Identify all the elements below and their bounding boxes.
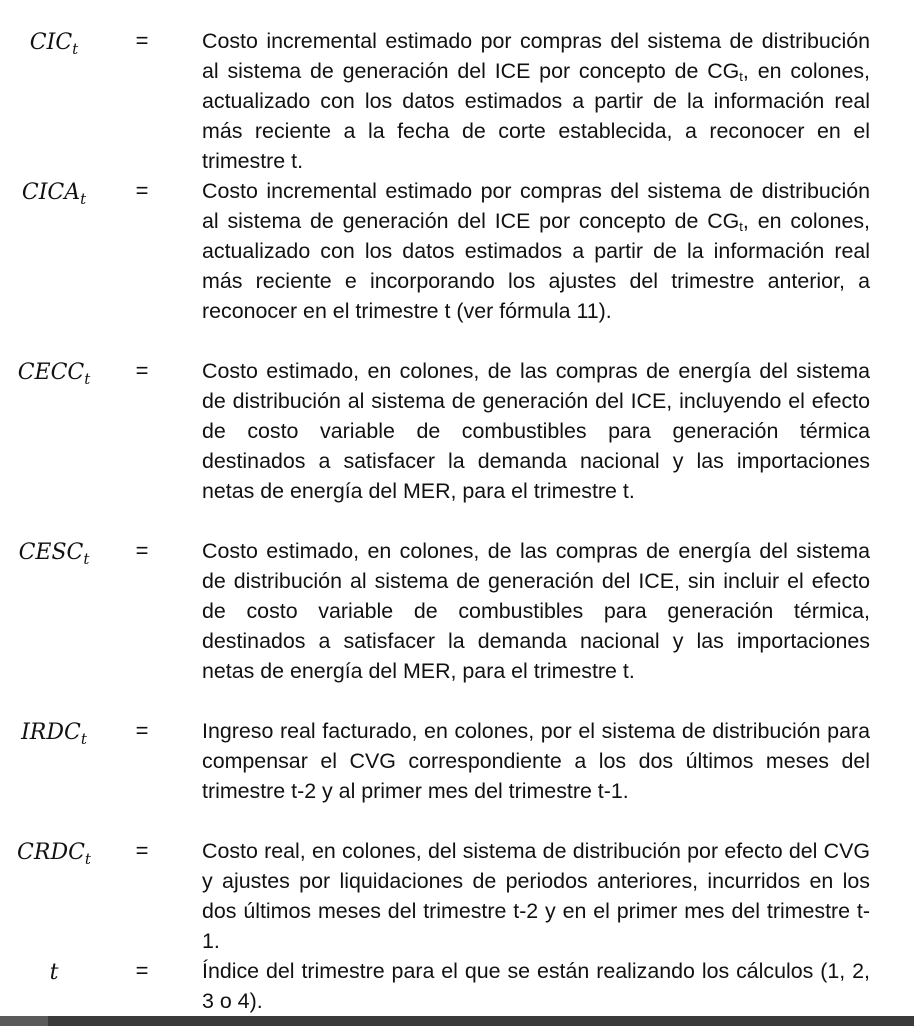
definition-text: Costo estimado, en colones, de las compras de energía del sistema de distribución al sistema de generación del ICE, sin incluir el efecto de costo variable de combustibles para generación térmica, destinados a satisfacer la demanda nacional y las importaciones netas de energía del MER, para el trimestre t. — [202, 539, 870, 683]
equals-sign: = — [135, 718, 149, 743]
equals-sign: = — [135, 178, 149, 203]
equals-sign: = — [135, 28, 149, 53]
definition-symbol: $CICA_t$ — [21, 180, 87, 208]
equals-sign: = — [135, 838, 149, 863]
definition-symbol: $CIC_t$ — [29, 30, 79, 58]
bottom-strip-segment — [0, 1016, 48, 1026]
definition-text: Índice del trimestre para el que se están realizando los cálculos (1, 2, 3 o 4). — [202, 959, 870, 1013]
definition-text: Costo real, en colones, del sistema de distribución por efecto del CVG y ajustes por liquidaciones de periodos anteriores, incurridos en los dos últimos meses del trimestre t-2 y en el primer mes del trimestre t-1. — [202, 839, 870, 953]
definition-symbol: $IRDC_t$ — [21, 720, 87, 748]
equals-sign: = — [135, 958, 149, 983]
definition-text: Costo incremental estimado por compras del sistema de distribución al sistema de generación del ICE por concepto de $CG_t$, en colones, actualizado con los datos estimados a partir de la información real más reciente a la fecha de corte establecida, a reconocer en el trimestre t. — [202, 29, 870, 173]
equals-sign: = — [135, 358, 149, 383]
definition-symbol: t — [49, 960, 59, 985]
definition-symbol: $CECC_t$ — [17, 360, 91, 388]
definition-text: Costo incremental estimado por compras del sistema de distribución al sistema de generación del ICE por concepto de $CG_t$, en colones, actualizado con los datos estimados a partir de la información real más reciente e incorporando los ajustes del trimestre anterior, a reconocer en el trimestre t (ver fórmula 11). — [202, 179, 870, 323]
definition-symbol: $CESC_t$ — [18, 540, 90, 568]
definition-text: Ingreso real facturado, en colones, por el sistema de distribución para compensar el CVG correspondiente a los dos últimos meses del trimestre t-2 y al primer mes del trimestre t-1. — [202, 719, 870, 803]
bottom-scrollbar-strip — [0, 1016, 914, 1026]
definition-text: Costo estimado, en colones, de las compras de energía del sistema de distribución al sistema de generación del ICE, incluyendo el efecto de costo variable de combustibles para generación térmica destinados a satisfacer la demanda nacional y las importaciones netas de energía del MER, para el trimestre t. — [202, 359, 870, 503]
equals-sign: = — [135, 538, 149, 563]
definition-symbol: $CRDC_t$ — [17, 840, 91, 868]
